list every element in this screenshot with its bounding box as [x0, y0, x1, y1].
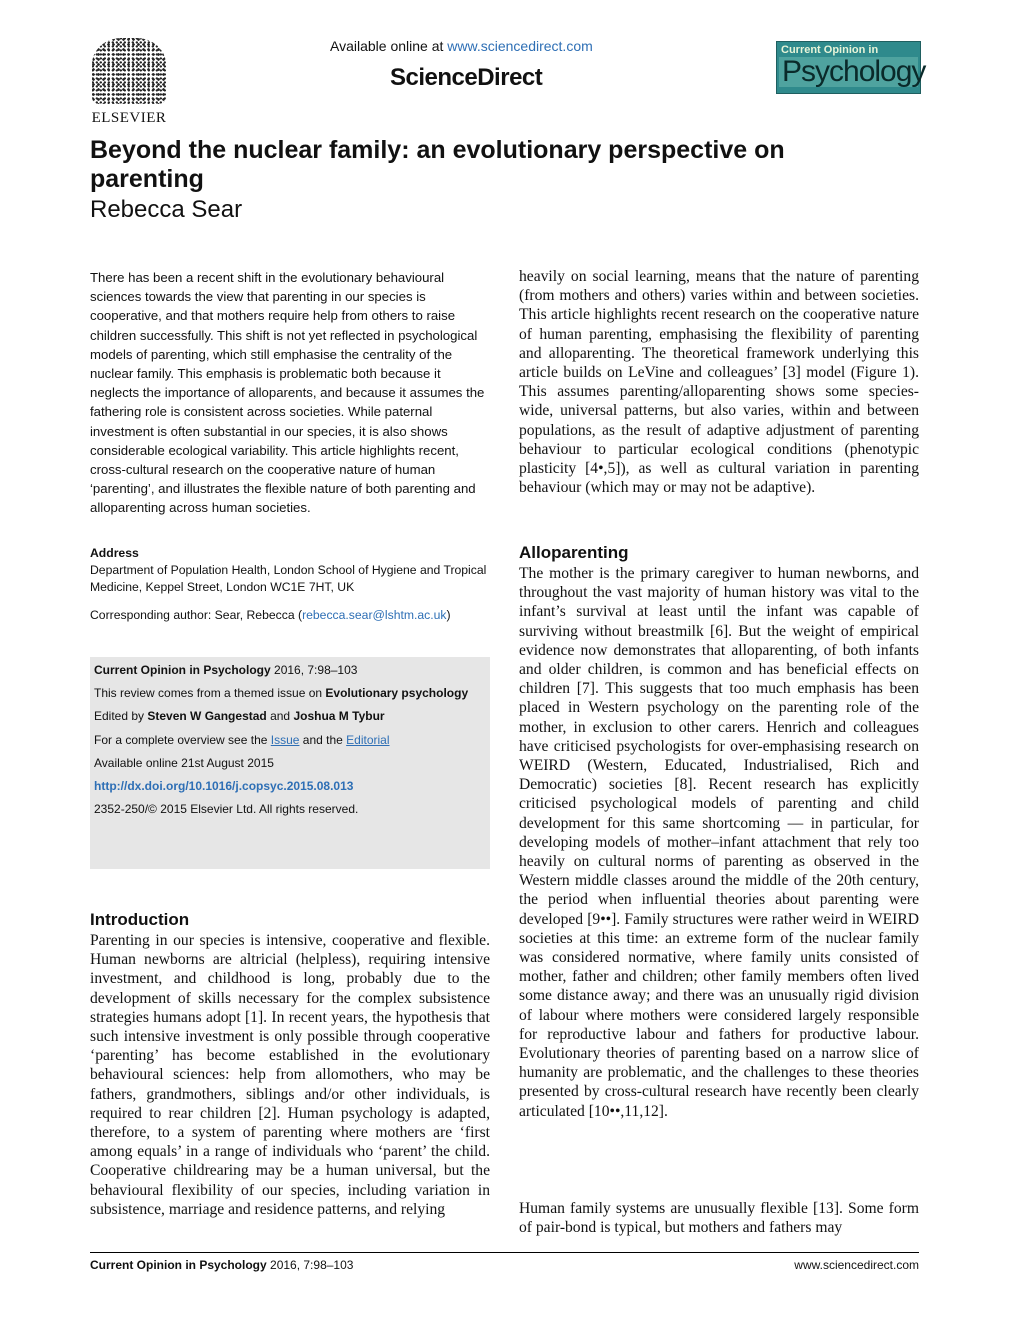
footer-citation: 2016, 7:98–103 — [266, 1258, 354, 1272]
article-info-box — [90, 657, 490, 869]
elsevier-logo — [90, 38, 168, 128]
elsevier-tree-icon — [92, 38, 166, 104]
doi-link[interactable]: http://dx.doi.org/10.1016/j.copsyc.2015.08.013 — [94, 779, 354, 793]
info-copyright: 2352-250/© 2015 Elsevier Ltd. All rights reserved. — [94, 802, 359, 816]
introduction-heading: Introduction — [90, 910, 190, 929]
address-heading: Address — [90, 546, 139, 560]
family-systems-paragraph: Human family systems are unusually flexible [13]. Some form of pair-bond is typical, but mothers and fathers may — [519, 1200, 919, 1237]
journal-logo-line1: Current Opinion in — [781, 44, 879, 56]
alloparenting-heading: Alloparenting — [519, 543, 629, 562]
address-text: Department of Population Health, London School of Hygiene and Tropical Medicine, Keppel Street, London WC1E 7HT, UK — [90, 563, 487, 594]
sciencedirect-link[interactable]: www.sciencedirect.com — [447, 38, 593, 54]
journal-logo — [776, 41, 926, 94]
info-available: Available online 21st August 2015 — [94, 756, 274, 770]
publisher-name: ELSEVIER — [91, 110, 167, 126]
footer-journal: Current Opinion in Psychology — [90, 1258, 267, 1272]
info-editors: Edited by Steven W Gangestad and Joshua M Tybur — [94, 709, 385, 723]
introduction-text: Parenting in our species is intensive, cooperative and flexible. Human newborns are altricial (helpless), requiring intensive investment, and childhood is long, probably due to the development of skills necessary for the complex subsistence strategies humans adopt [1]. In recent years, the hypothesis that such intensive investment is only possible through cooperative ‘parenting’ has become established in the evolutionary behavioural sciences: help from allomothers, who may be fathers, grandmothers, siblings and/or other individuals, is required to rear children [2]. Human psychology is adapted, therefore, to a system of parenting where mothers are ‘first among equals’ in a range of individuals who ‘parent’ the child. Cooperative childrearing may be a human universal, but the behavioural flexibility of our species, including variation in subsistence, marriage and residence patterns, and relying — [90, 932, 490, 1218]
availability-line: Available online at www.sciencedirect.com — [330, 38, 593, 54]
right-column-continuation: heavily on social learning, means that the nature of parenting (from mothers and others) varies within and between societies. This article highlights recent research on the cooperative nature of human parenting, emphasising the flexibility of parenting and alloparenting. The theoretical framework underlying this article builds on LeVine and colleagues’ [3] model (Figure 1). This assumes parenting/alloparenting shows some species-wide, universal patterns, but also varies, within and between populations, as the result of adaptive adjustment of parenting behaviour to particular ecological conditions (phenotypic plasticity [4•,5]), as well as cultural variation in parenting behaviour (which may or may not be adaptive). — [519, 268, 919, 497]
alloparenting-text: The mother is the primary caregiver to human newborns, and throughout the vast majority of human history was vital to the infant’s survival at least until the infant was capable of surviving without breastmilk [6]. But the weight of empirical evidence now demonstrates that alloparenting, of both infants and older children, is common and has beneficial effects on children [7]. This suggests that too much emphasis has been placed in Western psychology on the parenting role of the mother, in exclusion to other carers. Henrich and colleagues have criticised psychologists for over-emphasising research on WEIRD (Western, Educated, Industrialised, Rich and Democratic) societies [8]. Recent research has explicitly criticised psychological models of parenting and child development for this same shortcoming — in particular, for developing models of mother–infant attachment that rely too heavily on cultural norms of parenting as observed in the Western middle classes around the middle of the 20th century, the period when influential theories about parenting were developed [9••]. Family structures were rather weird in WEIRD societies at this time: an extreme form of the nuclear family was considered normative, where family units consisted of mother, father and children; other family members often lived some distance away; and there was an unusually rigid division of labour where mothers were considered largely responsible for reproductive labour and fathers for productive labour. Evolutionary theories of parenting based on a narrow slice of humanity are problematic, and the challenges to these theories presented by cross-cultural research have recently been clearly articulated [10••,11,12]. — [519, 565, 919, 1120]
info-overview: For a complete overview see the Issue and the Editorial — [94, 733, 390, 747]
corresponding-author: Corresponding author: Sear, Rebecca (rebecca.sear@lshtm.ac.uk) — [90, 608, 451, 622]
editorial-link[interactable]: Editorial — [346, 733, 390, 747]
page-footer — [90, 1252, 919, 1272]
info-citation: Current Opinion in Psychology 2016, 7:98–103 — [94, 663, 358, 677]
journal-logo-line2: Psychology — [779, 57, 918, 87]
article-author: Rebecca Sear — [90, 196, 243, 223]
abstract: There has been a recent shift in the evolutionary behavioural sciences towards the view that parenting in our species is cooperative, and that mothers require help from others to raise children successfully. This shift is not yet reflected in psychological models of parenting, which still emphasise the centrality of the nuclear family. This emphasis is problematic both because it neglects the importance of alloparents, and because it assumes the fathering role is consistent across societies. While paternal investment is often substantial in our species, it is also shows considerable ecological variability. This article highlights recent, cross-cultural research on the cooperative nature of human ‘parenting’, and illustrates the flexible nature of both parenting and alloparenting across human societies. — [90, 270, 485, 516]
issue-link[interactable]: Issue — [270, 733, 300, 747]
platform-name: ScienceDirect — [390, 64, 543, 91]
footer-url[interactable]: www.sciencedirect.com — [794, 1258, 919, 1272]
address-block — [90, 545, 490, 596]
article-title: Beyond the nuclear family: an evolutionary perspective on parenting — [90, 136, 785, 193]
info-theme: This review comes from a themed issue on Evolutionary psychology — [94, 686, 469, 700]
email-link[interactable]: rebecca.sear@lshtm.ac.uk — [302, 608, 447, 622]
